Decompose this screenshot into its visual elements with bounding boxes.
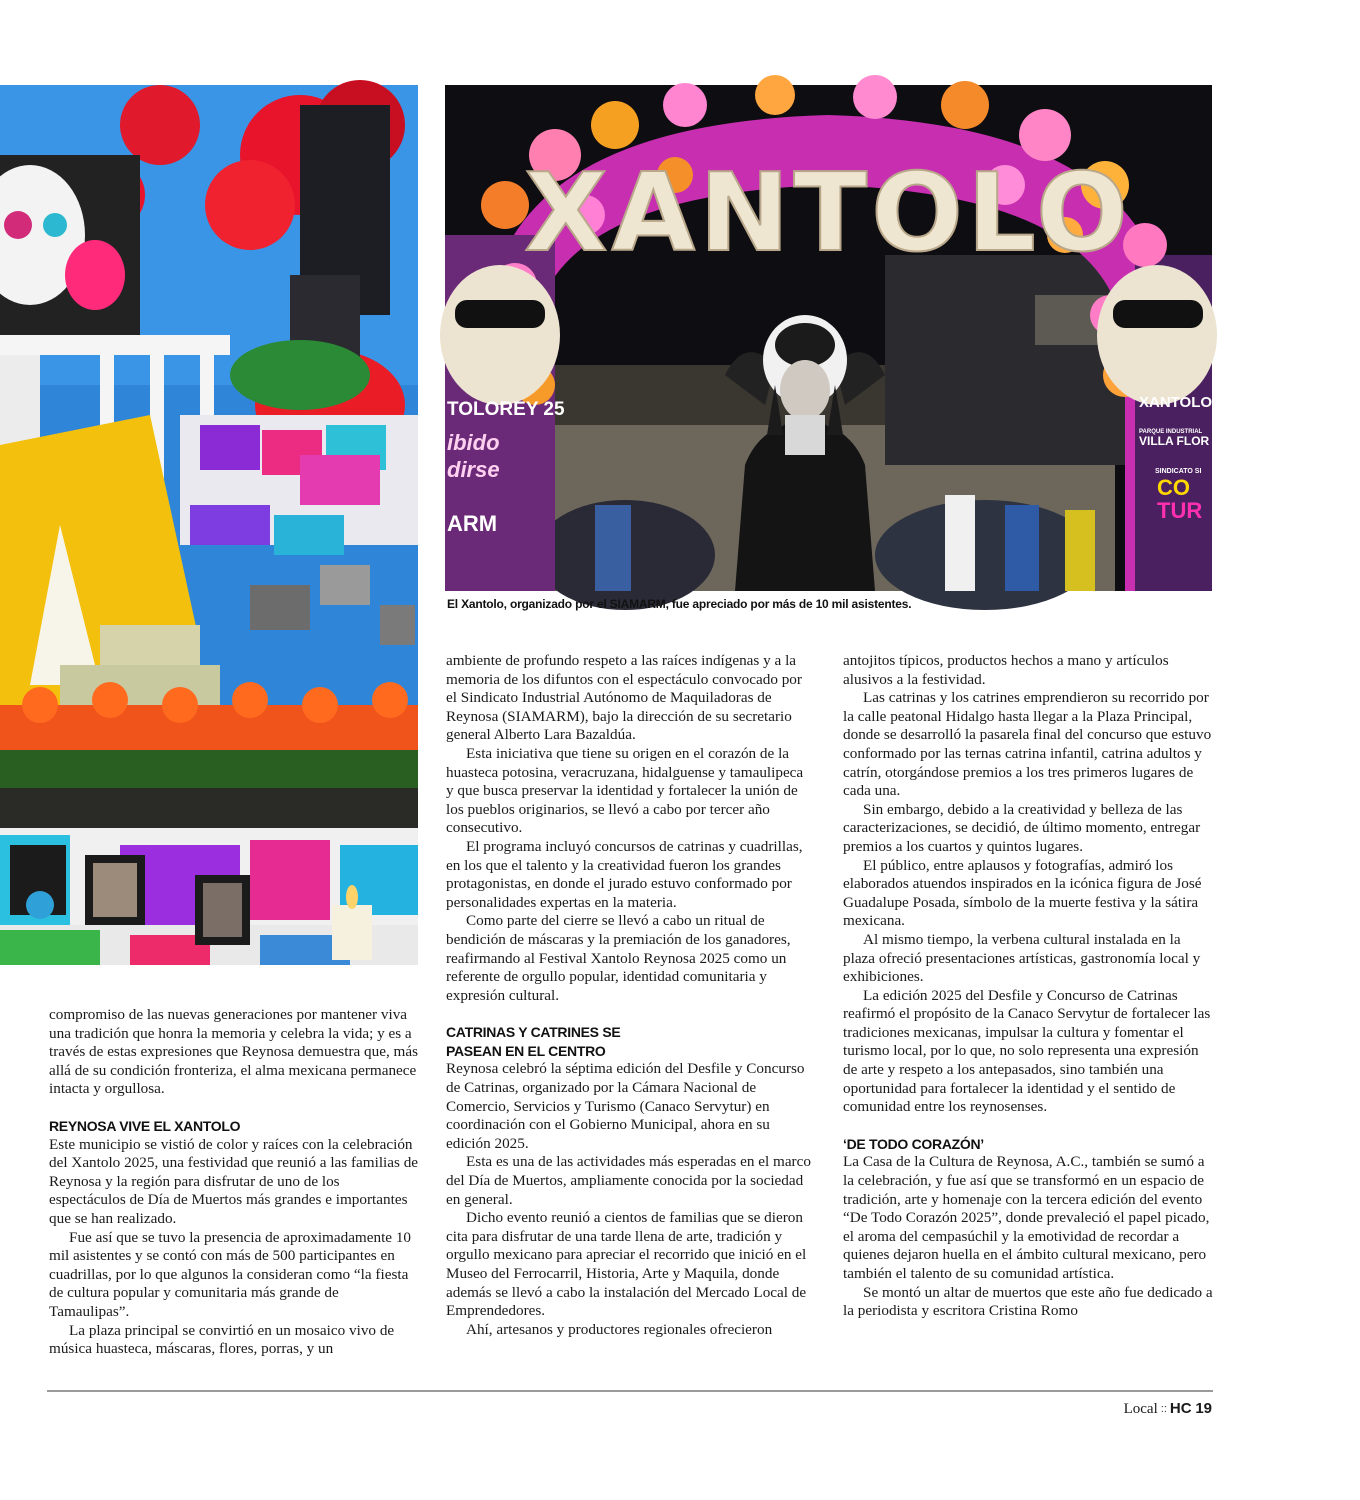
banner-right-text-2: PARQUE INDUSTRIAL bbox=[1139, 429, 1203, 435]
article-column-3 bbox=[843, 652, 1213, 1321]
col2-paragraph: ambiente de profundo respeto a las raíces indígenas y a la memoria de los difuntos con el espectáculo convocado por el Sindicato Industrial Autónomo de Maquiladoras de Reynosa (SIAMARM), bajo la dirección de su secretario general Alberto Lara Bazaldúa. bbox=[446, 652, 802, 744]
col3-paragraph: Se montó un altar de muertos que este año fue dedicado a la periodista y escritora Cristina Romo bbox=[843, 1283, 1213, 1320]
col2-paragraph: Esta es una de las actividades más esperadas en el marco del Día de Muertos, ampliamente conocida por la sociedad en general. bbox=[446, 1153, 811, 1208]
banner-right-text-3: VILLA FLOR bbox=[1139, 434, 1210, 448]
banner-right-text-5: CO bbox=[1157, 475, 1190, 500]
subhead-catrinas bbox=[446, 1023, 812, 1060]
subhead-catrinas-line-2: PASEAN EN EL CENTRO bbox=[446, 1042, 606, 1059]
altar-photo bbox=[0, 85, 418, 965]
banner-left-text-4: ARM bbox=[447, 511, 498, 536]
col3-paragraph: Al mismo tiempo, la verbena cultural instalada en la plaza ofreció presentaciones artísticas, gastronomía local y exhibiciones. bbox=[843, 930, 1201, 986]
article-column-2 bbox=[446, 652, 812, 1339]
col3-paragraph: antojitos típicos, productos hechos a mano y artículos alusivos a la festividad. bbox=[843, 652, 1169, 688]
col3-paragraph: Las catrinas y los catrines emprendieron su recorrido por la calle peatonal Hidalgo hasta llegar a la Plaza Principal, donde se desarrolló la pasarela final del concurso que estuvo conformado por las ternas catrina infantil, catrina adultos y catrín, otorgándose premios a los tres primeros lugares de cada una. bbox=[843, 689, 1212, 800]
arch-sign-text: XANTOLO bbox=[524, 151, 1132, 276]
article-column-1 bbox=[49, 1006, 419, 1359]
section-name: Local bbox=[1123, 1401, 1158, 1417]
col3-paragraph: Sin embargo, debido a la creatividad y belleza de las caracterizaciones, se decidió, de último momento, entregar premios a los cuartos y quintos lugares. bbox=[843, 800, 1201, 855]
publication-initials: HC bbox=[1169, 1400, 1192, 1417]
banner-right-text-6: TUR bbox=[1157, 498, 1203, 523]
col1-paragraph: compromiso de las nuevas generaciones por mantener viva una tradición que honra la memoria y celebra la vida; y es a través de estas expresiones que Reynosa demuestra que, más allá de su condición fronteriza, el alma mexicana permanece intacta y orgullosa. bbox=[49, 1006, 419, 1098]
col3-paragraph: El público, entre aplausos y fotografías, admiró los elaborados atuendos inspirados en la icónica figura de José Guadalupe Posada, símbolo de la muerte festiva y la sátira mexicana. bbox=[843, 856, 1202, 930]
subhead-catrinas-line-1: CATRINAS Y CATRINES SE bbox=[446, 1024, 621, 1041]
col3-paragraph: La Casa de la Cultura de Reynosa, A.C., también se sumó a la celebración, y fue así que se transformó en un espacio de tradición, arte y homenaje con la tercera edición del evento “De Todo Corazón 2025”, donde prevaleció el papel picado, el aroma del cempasúchil y la emotividad de recordar a quienes dejaron huella en el ámbito cultural mexicano, pero también el talento de su comunidad artística. bbox=[843, 1153, 1210, 1282]
col2-paragraph: El programa incluyó concursos de catrinas y cuadrillas, en los que el talento y la creatividad fueron los grandes protagonistas, en donde el jurado estuvo conformado por personalidades expertas en la materia. bbox=[446, 837, 803, 911]
subhead-reynosa-vive: REYNOSA VIVE EL XANTOLO bbox=[49, 1117, 241, 1134]
col3-paragraph: La edición 2025 del Desfile y Concurso de Catrinas reafirmó el propósito de la Canaco Servytur de fortalecer las tradiciones mexicanas, impulsar la cultura y fomentar el turismo local, por lo que, no solo representa una expresión de arte y respeto a los antepasados, sino también una oportunidad para fortalecer la identidad y el sentido de comunidad entre los reynosenses. bbox=[843, 986, 1211, 1116]
banner-left-text-1: TOLOREY 25 bbox=[447, 399, 565, 420]
footer-divider bbox=[47, 1390, 1213, 1392]
photo-caption: El Xantolo, organizado por el SIAMARM, fue apreciado por más de 10 mil asistentes. bbox=[447, 597, 912, 611]
subhead-de-todo-corazon: ‘DE TODO CORAZÓN’ bbox=[843, 1135, 984, 1152]
col2-paragraph: Ahí, artesanos y productores regionales ofrecieron bbox=[466, 1320, 773, 1338]
col1-paragraph: Fue así que se tuvo la presencia de aproximadamente 10 mil asistentes y se contó con más de 500 participantes en cuadrillas, por lo que algunos la consideran como “la fiesta de cultura popular y comunitaria más grande de Tamaulipas”. bbox=[49, 1228, 412, 1320]
col1-paragraph: La plaza principal se convirtió en un mosaico vivo de música huasteca, máscaras, flores, porras, y un bbox=[49, 1321, 395, 1358]
col2-paragraph: Dicho evento reunió a cientos de familias que se dieron cita para disfrutar de una tarde llena de arte, tradición y orgullo mexicano para apreciar el recorrido que inició en el Museo del Ferrocarril, Historia, Arte y Maquila, donde además se llevó a cabo la instalación del Mercado Local de Emprendedores. bbox=[446, 1209, 807, 1320]
banner-left-text-2: ibido bbox=[447, 430, 500, 455]
banner-left-text-3: dirse bbox=[447, 457, 500, 482]
banner-right-text-4: SINDICATO SI bbox=[1155, 468, 1202, 475]
folio-separator: :: bbox=[1160, 1403, 1167, 1415]
page-folio bbox=[1124, 1400, 1212, 1418]
xantolo-arch-photo bbox=[445, 85, 1243, 591]
col2-paragraph: Como parte del cierre se llevó a cabo un ritual de bendición de máscaras y la premiación de los ganadores, reafirmando al Festival Xantolo Reynosa 2025 como un referente de orgullo popular, identidad comunitaria y expresión cultural. bbox=[446, 912, 791, 1004]
banner-right-text-1: XANTOLOREY bbox=[1139, 394, 1243, 411]
xantolo-arch-illustration bbox=[445, 85, 1243, 591]
col2-paragraph: Esta iniciativa que tiene su origen en el corazón de la huasteca potosina, veracruzana, hidalguense y tamaulipeca y que busca preservar la identidad y fortalecer la unión de los pueblos originarios, se llevó a cabo por tercer año consecutivo. bbox=[446, 744, 804, 837]
col2-paragraph: Reynosa celebró la séptima edición del Desfile y Concurso de Catrinas, organizado por la Cámara Nacional de Comercio, Servicios y Turismo (Canaco Servytur) en coordinación con el Gobierno Municipal, ahora en su edición 2025. bbox=[446, 1060, 805, 1152]
page-number: 19 bbox=[1195, 1400, 1212, 1417]
col1-paragraph: Este municipio se vistió de color y raíces con la celebración del Xantolo 2025, una festividad que reunió a las familias de Reynosa y la región para disfrutar de uno de los espectáculos de Día de Muertos más grandes e importantes que se han realizado. bbox=[49, 1135, 419, 1227]
altar-photo-illustration bbox=[0, 85, 418, 965]
